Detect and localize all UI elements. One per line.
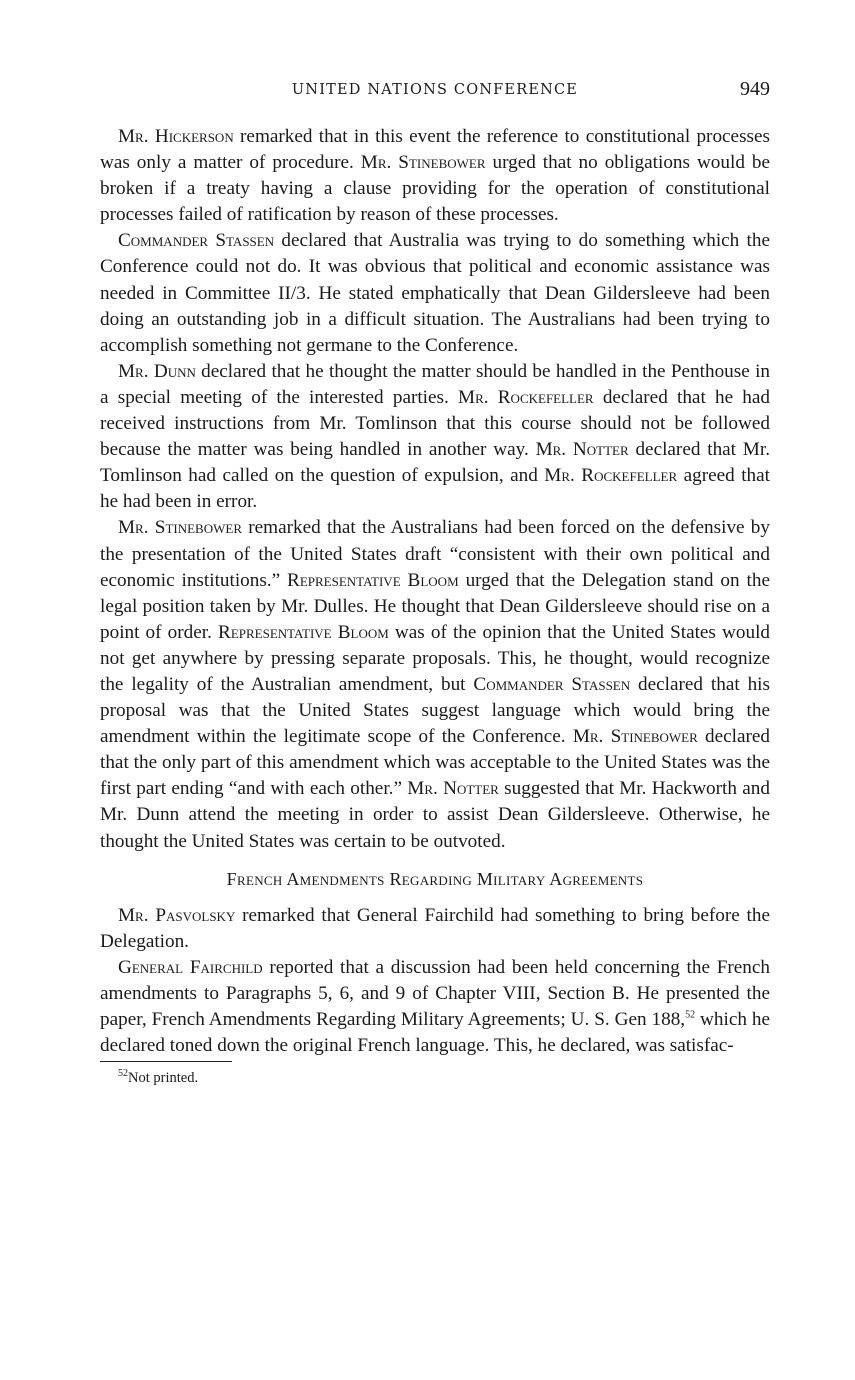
paragraph-text: reported that a discussion had been held concerning the French amendments to Paragraphs 5, 6, and 9 of Chapter VIII, Section B. He presented the paper, French Amendments Regarding Military Agreements; U. S. Gen 188, [100,956,770,1031]
paragraph-text: urged that no obligations would be broken if a treaty having a clause providing for the operation of constitutional processes failed of ratification by reason of these processes. [100,152,770,226]
paragraph-text: remarked that the Australians had been forced on the defensive by the presentation of the United States draft “consistent with their own political and economic institutions.” [100,517,770,591]
paragraph-text: remarked that General Fairchild had something to bring before the Delegation. [100,904,770,952]
paragraph-text: declared that Mr. Tomlinson had called on the question of expulsion, and [100,439,770,487]
speaker-name: Mr. Stinebower [572,726,698,748]
speaker-name: Mr. Rockefeller [458,386,594,408]
paragraph-text: agreed that he had been in error. [100,465,770,513]
speaker-name: Representative Bloom [287,569,459,591]
page-number: 949 [740,78,770,100]
paragraph-2 [100,228,770,358]
document-page [100,78,770,1087]
speaker-name: Mr. Stinebower [118,517,242,539]
paragraph-text: declared that the only part of this amendment which was acceptable to the United States was the first part ending “and with each other.” [100,726,770,800]
footnote-divider [100,1061,232,1062]
paragraph-text: suggested that Mr. Hackworth and Mr. Dunn attend the meeting in order to assist Dean Gildersleeve. Otherwise, he thought the United States was certain to be outvoted. [100,778,770,852]
paragraph-5 [100,903,770,955]
running-title: UNITED NATIONS CONFERENCE [291,82,579,98]
paragraph-1 [100,124,770,228]
section-heading: French Amendments Regarding Military Agreements [226,868,644,889]
footnote [100,1070,770,1087]
speaker-name: Commander Stassen [118,230,275,252]
paragraph-text: was of the opinion that the United States would not get anywhere by pressing separate proposals. This, he thought, would recognize the legality of the Australian amendment, but [100,621,770,695]
speaker-name: Mr. Stinebower [360,152,486,174]
speaker-name: Mr. Rockefeller [544,465,678,487]
paragraph-6 [100,955,770,1059]
paragraph-text: declared that his proposal was that the United States suggest language which would bring the amendment within the legitimate scope of the Conference. [100,673,770,748]
footnote-number: 52 [118,1068,128,1080]
footnote-text: Not printed. [128,1070,199,1087]
speaker-name: Mr. Notter [535,439,629,461]
paragraph-text: declared that he thought the matter should be handled in the Penthouse in a special meeting of the interested parties. [100,360,770,408]
paragraph-text: which he declared toned down the original French language. This, he declared, was satisfac- [100,1009,770,1057]
speaker-name: Mr. Pasvolsky [118,904,236,926]
speaker-name: Commander Stassen [473,673,631,695]
footnote-reference[interactable]: 52 [685,1009,696,1021]
speaker-name: Mr. Dunn [118,360,196,382]
speaker-name: Representative Bloom [218,621,389,643]
paragraph-3 [100,359,770,516]
speaker-name: General Fairchild [118,956,263,978]
paragraph-text: remarked that in this event the reference to constitutional processes was only a matter of procedure. [100,126,770,174]
paragraph-text: declared that he had received instructions from Mr. Tomlinson that this course should not be followed because the matter was being handled in another way. [100,386,771,461]
running-header [100,78,770,112]
paragraph-text: urged that the Delegation stand on the legal position taken by Mr. Dulles. He thought that Dean Gildersleeve should rise on a point of order. [100,569,770,643]
paragraph-4 [100,515,770,854]
paragraph-text: declared that Australia was trying to do something which the Conference could not do. It was obvious that political and economic assistance was needed in Committee II/3. He stated emphatically that Dean Gildersleeve had been doing an outstanding job in a difficult situation. The Australians had been trying to accomplish something not germane to the Conference. [100,230,770,356]
body-text [100,124,770,1059]
speaker-name: Mr. Notter [407,778,499,800]
speaker-name: Mr. Hickerson [118,126,234,147]
